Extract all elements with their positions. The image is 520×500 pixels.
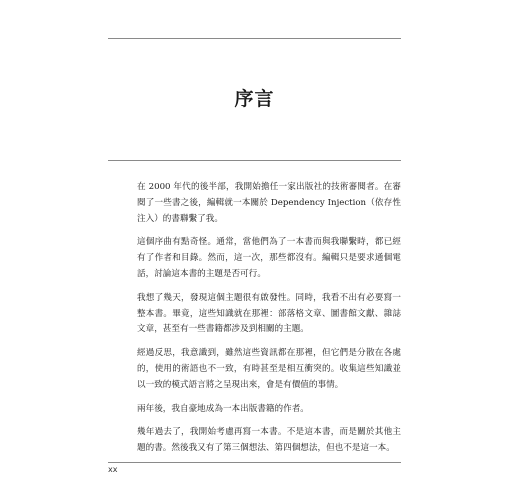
- paragraph-3: 我想了幾天，發現這個主題很有啟發性。同時，我看不出有必要寫一整本書。畢竟，這些知識就在那裡：部落格文章、圖書館文獻、雜誌文章，甚至有一些書籍都涉及到相關的主題。: [137, 292, 401, 335]
- top-rule: [108, 38, 401, 39]
- paragraph-5: 兩年後，我自豪地成為一本出版書籍的作者。: [137, 403, 309, 414]
- body-text: [137, 180, 401, 465]
- chapter-title: 序言: [234, 88, 275, 110]
- paragraph-1: 在 2000 年代的後半部，我開始擔任一家出版社的技術審閱者。在審閱了一些書之後，編輯就一本關於 Dependency Injection（依存性注入）的書聯繫了我。: [137, 182, 401, 224]
- page-number: xx: [108, 465, 118, 474]
- footer-rule: [108, 462, 401, 463]
- paragraph-4: 經過反思，我意識到，雖然這些資訊都在那裡，但它們是分散在各處的，使用的術語也不一致，有時甚至是相互衝突的。收集這些知識並以一致的模式語言將之呈現出來，會是有價值的事情。: [137, 348, 401, 390]
- paragraph-6: 幾年過去了，我開始考慮再寫一本書。不是這本書，而是關於其他主題的書。然後我又有了第三個想法、第四個想法，但也不是這一本。: [137, 427, 401, 454]
- paragraph-2: 這個序曲有點奇怪。通常，當他們為了一本書而與我聯繫時，都已經有了作者和目錄。然而，這一次，那些都沒有。編輯只是要求通個電話，討論這本書的主題是否可行。: [137, 237, 401, 279]
- title-divider-rule: [108, 160, 401, 161]
